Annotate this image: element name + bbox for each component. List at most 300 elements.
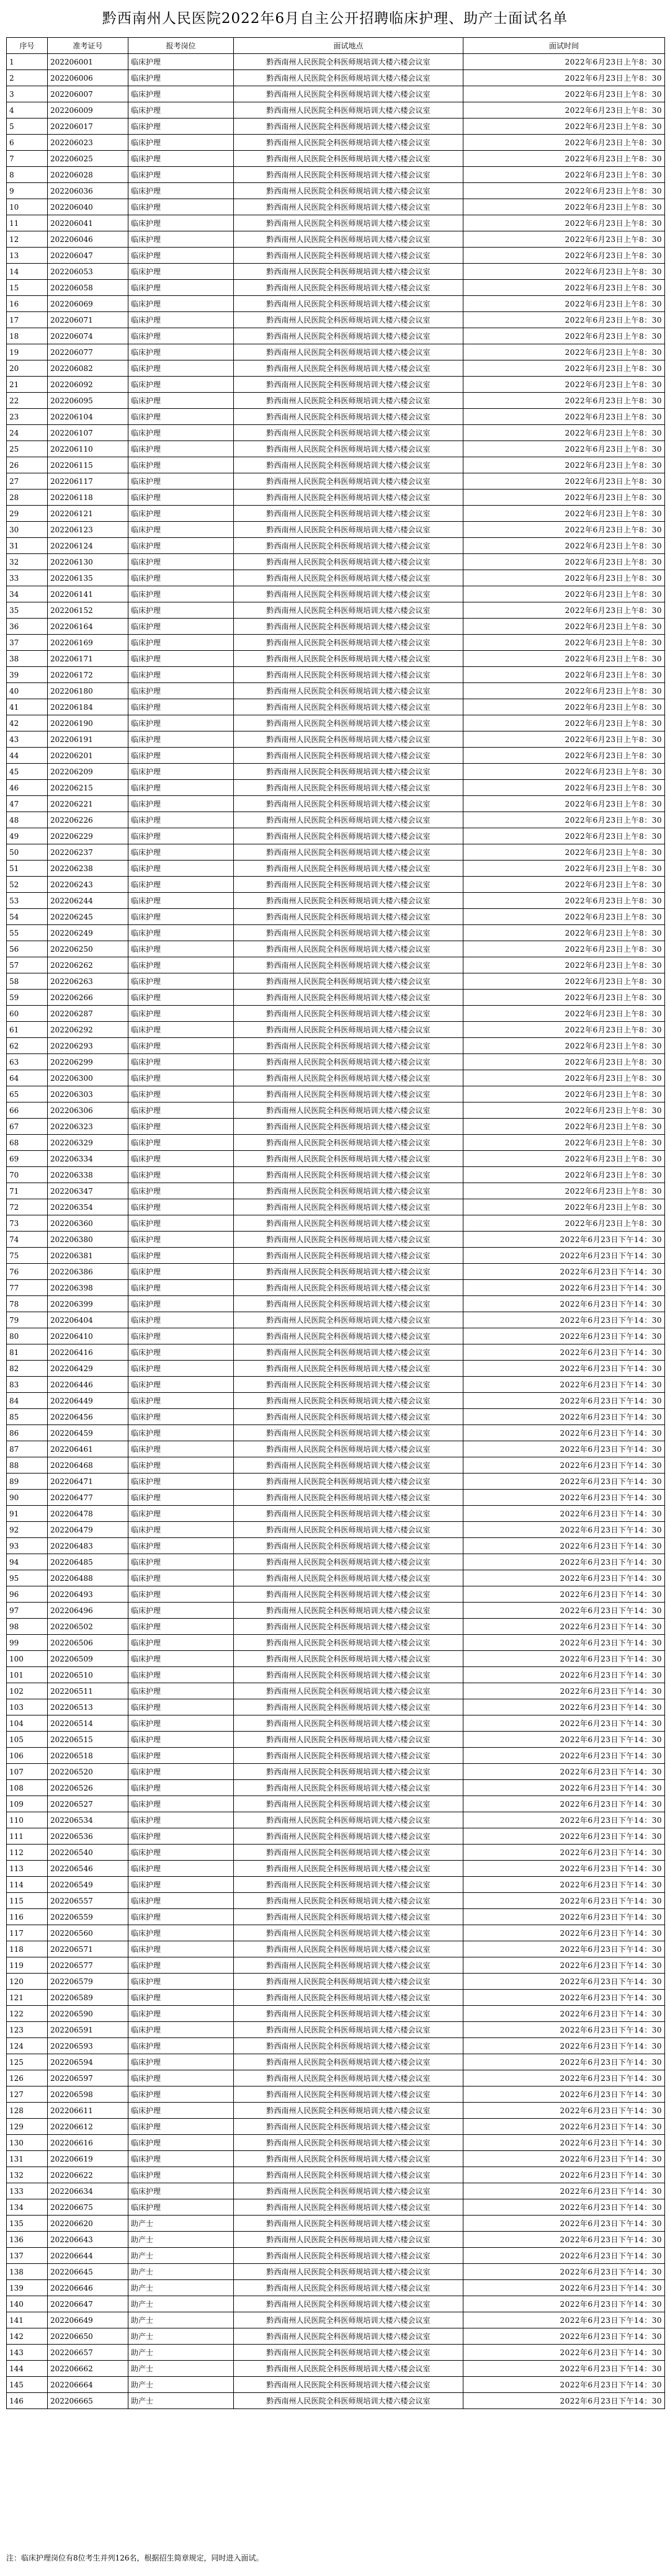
row-post: 临床护理 bbox=[128, 1877, 234, 1893]
row-seq: 116 bbox=[7, 1909, 48, 1925]
row-post: 临床护理 bbox=[128, 1683, 234, 1699]
row-exam-id: 202206121 bbox=[48, 506, 128, 522]
row-post: 临床护理 bbox=[128, 1199, 234, 1215]
row-time: 2022年6月23日上午8：30 bbox=[463, 844, 665, 861]
row-place: 黔西南州人民医院全科医师规培训大楼六楼会议室 bbox=[234, 1344, 463, 1361]
row-post: 临床护理 bbox=[128, 1022, 234, 1038]
row-seq: 15 bbox=[7, 280, 48, 296]
row-seq: 31 bbox=[7, 538, 48, 554]
table-row bbox=[7, 296, 665, 312]
row-place: 黔西南州人民医院全科医师规培训大楼六楼会议室 bbox=[234, 2151, 463, 2167]
row-place: 黔西南州人民医院全科医师规培训大楼六楼会议室 bbox=[234, 1893, 463, 1909]
row-post: 临床护理 bbox=[128, 1603, 234, 1619]
row-time: 2022年6月23日下午14：30 bbox=[463, 1603, 665, 1619]
row-time: 2022年6月23日下午14：30 bbox=[463, 1909, 665, 1925]
row-place: 黔西南州人民医院全科医师规培训大楼六楼会议室 bbox=[234, 2199, 463, 2216]
row-time: 2022年6月23日上午8：30 bbox=[463, 296, 665, 312]
table-row bbox=[7, 1925, 665, 1941]
row-place: 黔西南州人民医院全科医师规培训大楼六楼会议室 bbox=[234, 925, 463, 941]
row-exam-id: 202206514 bbox=[48, 1715, 128, 1732]
row-post: 临床护理 bbox=[128, 1070, 234, 1086]
row-time: 2022年6月23日上午8：30 bbox=[463, 86, 665, 102]
row-exam-id: 202206485 bbox=[48, 1554, 128, 1570]
row-place: 黔西南州人民医院全科医师规培训大楼六楼会议室 bbox=[234, 441, 463, 457]
row-place: 黔西南州人民医院全科医师规培训大楼六楼会议室 bbox=[234, 248, 463, 264]
row-time: 2022年6月23日上午8：30 bbox=[463, 780, 665, 796]
row-seq: 125 bbox=[7, 2054, 48, 2070]
row-time: 2022年6月23日上午8：30 bbox=[463, 1070, 665, 1086]
row-place: 黔西南州人民医院全科医师规培训大楼六楼会议室 bbox=[234, 215, 463, 231]
row-exam-id: 202206025 bbox=[48, 151, 128, 167]
row-time: 2022年6月23日下午14：30 bbox=[463, 2232, 665, 2248]
row-seq: 53 bbox=[7, 893, 48, 909]
row-place: 黔西南州人民医院全科医师规培训大楼六楼会议室 bbox=[234, 1699, 463, 1715]
row-time: 2022年6月23日下午14：30 bbox=[463, 2183, 665, 2199]
row-time: 2022年6月23日上午8：30 bbox=[463, 199, 665, 215]
row-post: 临床护理 bbox=[128, 215, 234, 231]
row-exam-id: 202206591 bbox=[48, 2022, 128, 2038]
table-row bbox=[7, 1554, 665, 1570]
row-seq: 45 bbox=[7, 764, 48, 780]
row-exam-id: 202206172 bbox=[48, 667, 128, 683]
row-seq: 17 bbox=[7, 312, 48, 328]
table-row bbox=[7, 957, 665, 973]
row-exam-id: 202206589 bbox=[48, 1990, 128, 2006]
row-exam-id: 202206634 bbox=[48, 2183, 128, 2199]
row-post: 临床护理 bbox=[128, 1845, 234, 1861]
row-exam-id: 202206074 bbox=[48, 328, 128, 344]
row-place: 黔西南州人民医院全科医师规培训大楼六楼会议室 bbox=[234, 1861, 463, 1877]
row-exam-id: 202206643 bbox=[48, 2232, 128, 2248]
row-place: 黔西南州人民医院全科医师规培训大楼六楼会议室 bbox=[234, 1409, 463, 1425]
row-place: 黔西南州人民医院全科医师规培训大楼六楼会议室 bbox=[234, 2361, 463, 2377]
row-exam-id: 202206520 bbox=[48, 1764, 128, 1780]
row-seq: 138 bbox=[7, 2264, 48, 2280]
row-post: 临床护理 bbox=[128, 490, 234, 506]
row-time: 2022年6月23日下午14：30 bbox=[463, 2135, 665, 2151]
row-time: 2022年6月23日上午8：30 bbox=[463, 1086, 665, 1102]
row-place: 黔西南州人民医院全科医师规培训大楼六楼会议室 bbox=[234, 667, 463, 683]
row-exam-id: 202206229 bbox=[48, 828, 128, 844]
table-row bbox=[7, 2216, 665, 2232]
row-place: 黔西南州人民医院全科医师规培训大楼六楼会议室 bbox=[234, 683, 463, 699]
table-row bbox=[7, 1086, 665, 1102]
row-time: 2022年6月23日上午8：30 bbox=[463, 1102, 665, 1119]
row-exam-id: 202206518 bbox=[48, 1748, 128, 1764]
row-time: 2022年6月23日上午8：30 bbox=[463, 393, 665, 409]
row-time: 2022年6月23日下午14：30 bbox=[463, 1554, 665, 1570]
row-place: 黔西南州人民医院全科医师规培训大楼六楼会议室 bbox=[234, 619, 463, 635]
row-post: 临床护理 bbox=[128, 441, 234, 457]
row-place: 黔西南州人民医院全科医师规培训大楼六楼会议室 bbox=[234, 135, 463, 151]
table-row bbox=[7, 86, 665, 102]
row-seq: 94 bbox=[7, 1554, 48, 1570]
row-exam-id: 202206262 bbox=[48, 957, 128, 973]
row-exam-id: 202206479 bbox=[48, 1522, 128, 1538]
row-place: 黔西南州人民医院全科医师规培训大楼六楼会议室 bbox=[234, 425, 463, 441]
row-exam-id: 202206645 bbox=[48, 2264, 128, 2280]
row-post: 临床护理 bbox=[128, 70, 234, 86]
row-seq: 83 bbox=[7, 1377, 48, 1393]
row-time: 2022年6月23日上午8：30 bbox=[463, 70, 665, 86]
row-post: 临床护理 bbox=[128, 344, 234, 360]
table-row bbox=[7, 1328, 665, 1344]
row-seq: 95 bbox=[7, 1570, 48, 1586]
row-seq: 25 bbox=[7, 441, 48, 457]
row-time: 2022年6月23日下午14：30 bbox=[463, 2393, 665, 2409]
row-time: 2022年6月23日上午8：30 bbox=[463, 377, 665, 393]
row-exam-id: 202206124 bbox=[48, 538, 128, 554]
row-post: 临床护理 bbox=[128, 764, 234, 780]
row-post: 临床护理 bbox=[128, 135, 234, 151]
row-post: 临床护理 bbox=[128, 393, 234, 409]
row-exam-id: 202206023 bbox=[48, 135, 128, 151]
row-post: 临床护理 bbox=[128, 1828, 234, 1845]
table-row bbox=[7, 683, 665, 699]
row-seq: 119 bbox=[7, 1957, 48, 1974]
row-place: 黔西南州人民医院全科医师规培训大楼六楼会议室 bbox=[234, 1361, 463, 1377]
row-place: 黔西南州人民医院全科医师规培训大楼六楼会议室 bbox=[234, 651, 463, 667]
row-exam-id: 202206215 bbox=[48, 780, 128, 796]
row-seq: 132 bbox=[7, 2167, 48, 2183]
row-seq: 127 bbox=[7, 2086, 48, 2103]
row-place: 黔西南州人民医院全科医师规培训大楼六楼会议室 bbox=[234, 1651, 463, 1667]
row-time: 2022年6月23日上午8：30 bbox=[463, 264, 665, 280]
row-time: 2022年6月23日下午14：30 bbox=[463, 2296, 665, 2312]
row-exam-id: 202206515 bbox=[48, 1732, 128, 1748]
table-row bbox=[7, 1490, 665, 1506]
row-exam-id: 202206616 bbox=[48, 2135, 128, 2151]
row-time: 2022年6月23日上午8：30 bbox=[463, 409, 665, 425]
row-place: 黔西南州人民医院全科医师规培训大楼六楼会议室 bbox=[234, 2248, 463, 2264]
row-seq: 111 bbox=[7, 1828, 48, 1845]
row-post: 临床护理 bbox=[128, 2022, 234, 2038]
row-post: 临床护理 bbox=[128, 2038, 234, 2054]
table-row bbox=[7, 1635, 665, 1651]
row-exam-id: 202206478 bbox=[48, 1506, 128, 1522]
table-row bbox=[7, 2135, 665, 2151]
row-time: 2022年6月23日上午8：30 bbox=[463, 973, 665, 990]
row-exam-id: 202206115 bbox=[48, 457, 128, 473]
row-place: 黔西南州人民医院全科医师规培训大楼六楼会议室 bbox=[234, 812, 463, 828]
row-post: 临床护理 bbox=[128, 2119, 234, 2135]
table-row bbox=[7, 861, 665, 877]
row-time: 2022年6月23日下午14：30 bbox=[463, 1683, 665, 1699]
row-time: 2022年6月23日下午14：30 bbox=[463, 1828, 665, 1845]
row-time: 2022年6月23日上午8：30 bbox=[463, 586, 665, 602]
table-row bbox=[7, 135, 665, 151]
row-place: 黔西南州人民医院全科医师规培训大楼六楼会议室 bbox=[234, 393, 463, 409]
row-seq: 100 bbox=[7, 1651, 48, 1667]
row-place: 黔西南州人民医院全科医师规培训大楼六楼会议室 bbox=[234, 2070, 463, 2086]
table-row bbox=[7, 70, 665, 86]
table-row bbox=[7, 1167, 665, 1183]
row-time: 2022年6月23日下午14：30 bbox=[463, 2345, 665, 2361]
row-exam-id: 202206041 bbox=[48, 215, 128, 231]
row-exam-id: 202206471 bbox=[48, 1474, 128, 1490]
row-seq: 3 bbox=[7, 86, 48, 102]
row-exam-id: 202206644 bbox=[48, 2248, 128, 2264]
row-time: 2022年6月23日下午14：30 bbox=[463, 1328, 665, 1344]
row-place: 黔西南州人民医院全科医师规培训大楼六楼会议室 bbox=[234, 1280, 463, 1296]
table-row bbox=[7, 1232, 665, 1248]
row-exam-id: 202206619 bbox=[48, 2151, 128, 2167]
row-exam-id: 202206191 bbox=[48, 731, 128, 748]
table-row bbox=[7, 2038, 665, 2054]
table-row bbox=[7, 1957, 665, 1974]
row-place: 黔西南州人民医院全科医师规培训大楼六楼会议室 bbox=[234, 473, 463, 490]
row-time: 2022年6月23日上午8：30 bbox=[463, 683, 665, 699]
row-exam-id: 202206347 bbox=[48, 1183, 128, 1199]
row-post: 临床护理 bbox=[128, 731, 234, 748]
row-exam-id: 202206040 bbox=[48, 199, 128, 215]
row-place: 黔西南州人民医院全科医师规培训大楼六楼会议室 bbox=[234, 1586, 463, 1603]
row-time: 2022年6月23日上午8：30 bbox=[463, 619, 665, 635]
row-seq: 92 bbox=[7, 1522, 48, 1538]
row-post: 临床护理 bbox=[128, 538, 234, 554]
row-exam-id: 202206354 bbox=[48, 1199, 128, 1215]
row-post: 临床护理 bbox=[128, 1312, 234, 1328]
table-row bbox=[7, 2232, 665, 2248]
row-seq: 13 bbox=[7, 248, 48, 264]
row-post: 临床护理 bbox=[128, 1506, 234, 1522]
table-row bbox=[7, 2328, 665, 2345]
table-row bbox=[7, 731, 665, 748]
row-seq: 84 bbox=[7, 1393, 48, 1409]
row-post: 临床护理 bbox=[128, 586, 234, 602]
table-row bbox=[7, 2006, 665, 2022]
row-post: 助产士 bbox=[128, 2312, 234, 2328]
row-post: 临床护理 bbox=[128, 1893, 234, 1909]
row-post: 临床护理 bbox=[128, 1457, 234, 1474]
row-seq: 113 bbox=[7, 1861, 48, 1877]
table-row bbox=[7, 2070, 665, 2086]
table-row bbox=[7, 1441, 665, 1457]
row-exam-id: 202206662 bbox=[48, 2361, 128, 2377]
row-exam-id: 202206665 bbox=[48, 2393, 128, 2409]
row-exam-id: 202206649 bbox=[48, 2312, 128, 2328]
row-place: 黔西南州人民医院全科医师规培训大楼六楼会议室 bbox=[234, 973, 463, 990]
row-post: 临床护理 bbox=[128, 1522, 234, 1538]
row-time: 2022年6月23日下午14：30 bbox=[463, 1812, 665, 1828]
row-seq: 109 bbox=[7, 1796, 48, 1812]
row-seq: 146 bbox=[7, 2393, 48, 2409]
row-post: 临床护理 bbox=[128, 1215, 234, 1232]
row-seq: 69 bbox=[7, 1151, 48, 1167]
row-post: 临床护理 bbox=[128, 1054, 234, 1070]
row-time: 2022年6月23日上午8：30 bbox=[463, 699, 665, 715]
row-time: 2022年6月23日上午8：30 bbox=[463, 312, 665, 328]
row-exam-id: 202206459 bbox=[48, 1425, 128, 1441]
row-post: 临床护理 bbox=[128, 844, 234, 861]
row-post: 临床护理 bbox=[128, 812, 234, 828]
table-row bbox=[7, 1796, 665, 1812]
row-time: 2022年6月23日下午14：30 bbox=[463, 1667, 665, 1683]
header-time: 面试时间 bbox=[463, 38, 665, 54]
row-place: 黔西南州人民医院全科医师规培训大楼六楼会议室 bbox=[234, 1248, 463, 1264]
table-row bbox=[7, 490, 665, 506]
row-seq: 81 bbox=[7, 1344, 48, 1361]
row-post: 临床护理 bbox=[128, 1635, 234, 1651]
row-post: 临床护理 bbox=[128, 796, 234, 812]
table-row bbox=[7, 2119, 665, 2135]
row-time: 2022年6月23日上午8：30 bbox=[463, 1054, 665, 1070]
row-post: 临床护理 bbox=[128, 1586, 234, 1603]
row-post: 临床护理 bbox=[128, 1425, 234, 1441]
row-exam-id: 202206009 bbox=[48, 102, 128, 119]
row-time: 2022年6月23日上午8：30 bbox=[463, 473, 665, 490]
row-seq: 78 bbox=[7, 1296, 48, 1312]
table-row bbox=[7, 377, 665, 393]
row-seq: 67 bbox=[7, 1119, 48, 1135]
row-post: 临床护理 bbox=[128, 699, 234, 715]
row-exam-id: 202206293 bbox=[48, 1038, 128, 1054]
row-time: 2022年6月23日上午8：30 bbox=[463, 54, 665, 70]
row-place: 黔西南州人民医院全科医师规培训大楼六楼会议室 bbox=[234, 457, 463, 473]
row-post: 临床护理 bbox=[128, 183, 234, 199]
table-row bbox=[7, 1877, 665, 1893]
row-exam-id: 202206612 bbox=[48, 2119, 128, 2135]
row-exam-id: 202206534 bbox=[48, 1812, 128, 1828]
row-time: 2022年6月23日下午14：30 bbox=[463, 1893, 665, 1909]
row-place: 黔西南州人民医院全科医师规培训大楼六楼会议室 bbox=[234, 2086, 463, 2103]
row-post: 助产士 bbox=[128, 2361, 234, 2377]
table-row bbox=[7, 1780, 665, 1796]
row-place: 黔西南州人民医院全科医师规培训大楼六楼会议室 bbox=[234, 312, 463, 328]
row-place: 黔西南州人民医院全科医师规培训大楼六楼会议室 bbox=[234, 1603, 463, 1619]
row-post: 临床护理 bbox=[128, 1232, 234, 1248]
row-time: 2022年6月23日上午8：30 bbox=[463, 522, 665, 538]
row-time: 2022年6月23日上午8：30 bbox=[463, 828, 665, 844]
row-exam-id: 202206046 bbox=[48, 231, 128, 248]
row-seq: 97 bbox=[7, 1603, 48, 1619]
row-post: 临床护理 bbox=[128, 425, 234, 441]
row-place: 黔西南州人民医院全科医师规培训大楼六楼会议室 bbox=[234, 296, 463, 312]
row-seq: 86 bbox=[7, 1425, 48, 1441]
row-post: 临床护理 bbox=[128, 1974, 234, 1990]
row-exam-id: 202206250 bbox=[48, 941, 128, 957]
row-seq: 137 bbox=[7, 2248, 48, 2264]
row-place: 黔西南州人民医院全科医师规培训大楼六楼会议室 bbox=[234, 1554, 463, 1570]
row-time: 2022年6月23日上午8：30 bbox=[463, 990, 665, 1006]
row-time: 2022年6月23日上午8：30 bbox=[463, 812, 665, 828]
row-post: 临床护理 bbox=[128, 409, 234, 425]
row-post: 临床护理 bbox=[128, 683, 234, 699]
row-post: 临床护理 bbox=[128, 602, 234, 619]
row-time: 2022年6月23日下午14：30 bbox=[463, 1280, 665, 1296]
table-row bbox=[7, 2151, 665, 2167]
table-row bbox=[7, 102, 665, 119]
row-exam-id: 202206164 bbox=[48, 619, 128, 635]
table-row bbox=[7, 1586, 665, 1603]
row-place: 黔西南州人民医院全科医师规培训大楼六楼会议室 bbox=[234, 715, 463, 731]
row-seq: 52 bbox=[7, 877, 48, 893]
row-exam-id: 202206110 bbox=[48, 441, 128, 457]
row-post: 临床护理 bbox=[128, 377, 234, 393]
table-row bbox=[7, 1570, 665, 1586]
row-time: 2022年6月23日下午14：30 bbox=[463, 1715, 665, 1732]
table-row bbox=[7, 312, 665, 328]
row-post: 助产士 bbox=[128, 2248, 234, 2264]
row-seq: 139 bbox=[7, 2280, 48, 2296]
table-row bbox=[7, 1522, 665, 1538]
row-post: 临床护理 bbox=[128, 1248, 234, 1264]
row-exam-id: 202206404 bbox=[48, 1312, 128, 1328]
table-row bbox=[7, 1425, 665, 1441]
row-seq: 34 bbox=[7, 586, 48, 602]
row-time: 2022年6月23日下午14：30 bbox=[463, 2216, 665, 2232]
row-time: 2022年6月23日下午14：30 bbox=[463, 1441, 665, 1457]
row-post: 临床护理 bbox=[128, 1909, 234, 1925]
row-post: 临床护理 bbox=[128, 1264, 234, 1280]
row-seq: 62 bbox=[7, 1038, 48, 1054]
row-exam-id: 202206650 bbox=[48, 2328, 128, 2345]
row-post: 临床护理 bbox=[128, 1796, 234, 1812]
table-row bbox=[7, 1022, 665, 1038]
row-seq: 4 bbox=[7, 102, 48, 119]
row-place: 黔西南州人民医院全科医师规培训大楼六楼会议室 bbox=[234, 1732, 463, 1748]
row-seq: 59 bbox=[7, 990, 48, 1006]
row-post: 临床护理 bbox=[128, 635, 234, 651]
row-exam-id: 202206506 bbox=[48, 1635, 128, 1651]
row-place: 黔西南州人民医院全科医师规培训大楼六楼会议室 bbox=[234, 377, 463, 393]
row-post: 临床护理 bbox=[128, 1957, 234, 1974]
row-exam-id: 202206416 bbox=[48, 1344, 128, 1361]
table-row bbox=[7, 1215, 665, 1232]
row-place: 黔西南州人民医院全科医师规培训大楼六楼会议室 bbox=[234, 2167, 463, 2183]
row-place: 黔西南州人民医院全科医师规培训大楼六楼会议室 bbox=[234, 1877, 463, 1893]
row-post: 临床护理 bbox=[128, 2199, 234, 2216]
row-exam-id: 202206201 bbox=[48, 748, 128, 764]
row-time: 2022年6月23日下午14：30 bbox=[463, 2199, 665, 2216]
row-time: 2022年6月23日下午14：30 bbox=[463, 1344, 665, 1361]
row-exam-id: 202206118 bbox=[48, 490, 128, 506]
row-time: 2022年6月23日上午8：30 bbox=[463, 602, 665, 619]
row-post: 临床护理 bbox=[128, 1038, 234, 1054]
table-row bbox=[7, 1506, 665, 1522]
row-exam-id: 202206493 bbox=[48, 1586, 128, 1603]
row-exam-id: 202206549 bbox=[48, 1877, 128, 1893]
row-exam-id: 202206429 bbox=[48, 1361, 128, 1377]
table-row bbox=[7, 1457, 665, 1474]
row-post: 临床护理 bbox=[128, 296, 234, 312]
row-seq: 41 bbox=[7, 699, 48, 715]
row-exam-id: 202206496 bbox=[48, 1603, 128, 1619]
row-exam-id: 202206546 bbox=[48, 1861, 128, 1877]
row-exam-id: 202206130 bbox=[48, 554, 128, 570]
row-seq: 26 bbox=[7, 457, 48, 473]
row-time: 2022年6月23日下午14：30 bbox=[463, 1522, 665, 1538]
row-seq: 99 bbox=[7, 1635, 48, 1651]
row-time: 2022年6月23日下午14：30 bbox=[463, 1974, 665, 1990]
table-row bbox=[7, 1264, 665, 1280]
row-seq: 118 bbox=[7, 1941, 48, 1957]
row-seq: 103 bbox=[7, 1699, 48, 1715]
row-place: 黔西南州人民医院全科医师规培训大楼六楼会议室 bbox=[234, 1715, 463, 1732]
row-place: 黔西南州人民医院全科医师规培训大楼六楼会议室 bbox=[234, 54, 463, 70]
header-seq: 序号 bbox=[7, 38, 48, 54]
row-post: 临床护理 bbox=[128, 1344, 234, 1361]
row-place: 黔西南州人民医院全科医师规培训大楼六楼会议室 bbox=[234, 1038, 463, 1054]
row-post: 临床护理 bbox=[128, 86, 234, 102]
row-exam-id: 202206399 bbox=[48, 1296, 128, 1312]
row-place: 黔西南州人民医院全科医师规培训大楼六楼会议室 bbox=[234, 1086, 463, 1102]
row-place: 黔西南州人民医院全科医师规培训大楼六楼会议室 bbox=[234, 602, 463, 619]
row-post: 临床护理 bbox=[128, 1102, 234, 1119]
row-post: 临床护理 bbox=[128, 1667, 234, 1683]
row-time: 2022年6月23日上午8：30 bbox=[463, 183, 665, 199]
row-time: 2022年6月23日下午14：30 bbox=[463, 1248, 665, 1264]
